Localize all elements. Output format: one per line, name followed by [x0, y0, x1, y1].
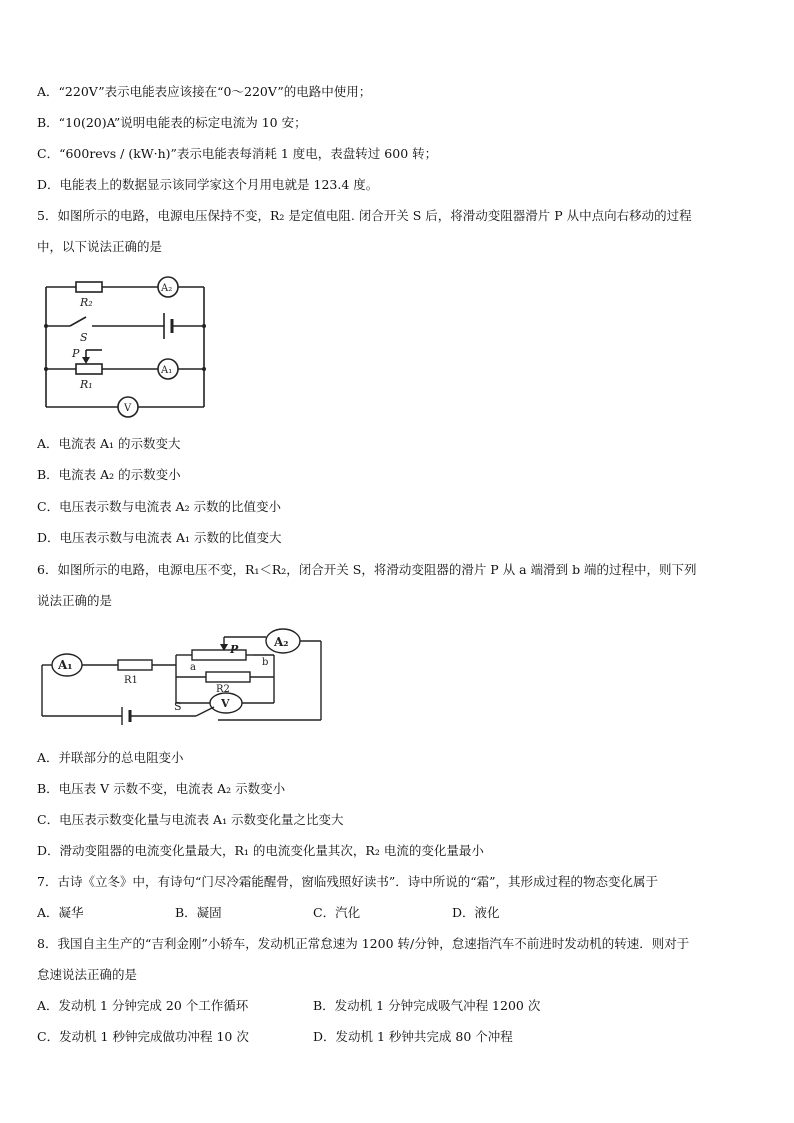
q6-resistor-r1 — [118, 660, 152, 670]
q6-stem-line1: 6．如图所示的电路，电源电压不变，R₁＜R₂，闭合开关 S，将滑动变阻器的滑片 P 从 a 端滑到 b 端的过程中，则下列 — [37, 562, 697, 577]
q8-option-d: D．发动机 1 秒钟共完成 80 个冲程 — [313, 1029, 513, 1044]
q6-option-d: D．滑动变阻器的电流变化量最大，R₁ 的电流变化量其次，R₂ 电流的变化量最小 — [37, 843, 484, 858]
q6-stem-line2: 说法正确的是 — [37, 593, 113, 608]
q5-option-b: B．电流表 A₂ 的示数变小 — [37, 467, 181, 482]
q5-option-d: D．电压表示数与电流表 A₁ 示数的比值变大 — [37, 530, 282, 545]
q6-label-s: S — [174, 700, 182, 713]
q5-switch-s — [70, 317, 86, 326]
q4-option-b: B．“10(20)A”说明电能表的标定电流为 10 安； — [37, 115, 307, 130]
q8-option-c: C．发动机 1 秒钟完成做功冲程 10 次 — [37, 1029, 249, 1044]
q6-label-p: P — [230, 643, 239, 656]
q6-label-r1: R1 — [124, 675, 138, 686]
q7-option-d: D．液化 — [452, 905, 500, 920]
q5-label-r1: R₁ — [80, 378, 93, 391]
q8-option-b: B．发动机 1 分钟完成吸气冲程 1200 次 — [313, 998, 541, 1013]
q5-option-c: C．电压表示数与电流表 A₂ 示数的比值变小 — [37, 499, 282, 514]
q5-stem-line1: 5．如图所示的电路，电源电压保持不变，R₂ 是定值电阻. 闭合开关 S 后，将滑动变阻器滑片 P 从中点向右移动的过程 — [37, 208, 692, 223]
q8-stem-line1: 8．我国自主生产的“吉利金刚”小轿车，发动机正常怠速为 1200 转/分钟，怠速指汽车不前进时发动机的转速．则对于 — [37, 936, 690, 951]
q5-rheostat-r1 — [76, 364, 102, 374]
q7-option-c: C．汽化 — [313, 905, 361, 920]
q8-stem-line2: 怠速说法正确的是 — [37, 967, 138, 982]
q5-label-s: S — [80, 331, 88, 344]
q4-option-d: D．电能表上的数据显示该同学家这个月用电就是 123.4 度。 — [37, 177, 379, 192]
q5-stem-line2: 中，以下说法正确的是 — [37, 239, 163, 254]
q6-option-a: A．并联部分的总电阻变小 — [37, 750, 184, 765]
q8-option-a: A．发动机 1 分钟完成 20 个工作循环 — [37, 998, 249, 1013]
q5-label-v: V — [124, 403, 132, 414]
q6-label-r2: R2 — [216, 684, 230, 695]
q6-label-v: V — [221, 697, 230, 710]
q7-stem: 7．古诗《立冬》中，有诗句“门尽冷霜能醒骨，窗临残照好读书”．诗中所说的“霜”，其形成过程的物态变化属于 — [37, 874, 659, 889]
q5-label-p: P — [72, 347, 80, 360]
q5-label-a2: A₂ — [161, 283, 173, 294]
q5-label-r2: R₂ — [80, 296, 93, 309]
q5-resistor-r2 — [76, 282, 102, 292]
q7-option-b: B．凝固 — [175, 905, 222, 920]
q6-label-b: b — [262, 657, 269, 668]
q5-slider-arrow — [82, 357, 90, 364]
q6-resistor-r2 — [206, 672, 250, 682]
q5-label-a1: A₁ — [161, 365, 173, 376]
q6-label-a: a — [190, 662, 196, 673]
q4-option-a: A．“220V”表示电能表应该接在“0～220V”的电路中使用； — [37, 84, 372, 99]
q5-circuit-diagram — [40, 275, 210, 420]
q6-circuit-diagram — [38, 625, 328, 725]
q4-option-c: C．“600revs / (kW·h)”表示电能表每消耗 1 度电，表盘转过 600 转； — [37, 146, 438, 161]
q6-switch-s — [196, 707, 214, 716]
q6-option-c: C．电压表示数变化量与电流表 A₁ 示数变化量之比变大 — [37, 812, 344, 827]
q6-option-b: B．电压表 V 示数不变，电流表 A₂ 示数变小 — [37, 781, 286, 796]
q7-option-a: A．凝华 — [37, 905, 84, 920]
q6-label-a2: A₂ — [274, 635, 289, 649]
q6-label-a1: A₁ — [58, 658, 73, 672]
q5-option-a: A．电流表 A₁ 的示数变大 — [37, 436, 181, 451]
